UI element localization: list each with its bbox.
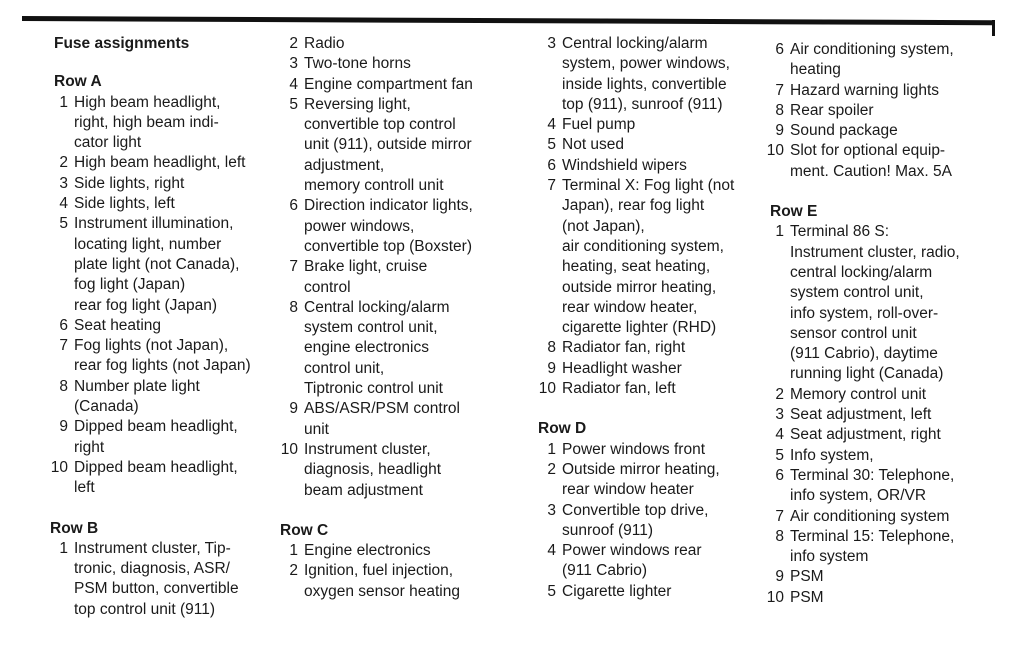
fuse-description-line: Instrument cluster, Tip- xyxy=(74,539,231,557)
column-3 xyxy=(536,34,766,602)
fuse-description-line: Windshield wipers xyxy=(562,156,687,174)
fuse-entry-a-9 xyxy=(48,417,276,458)
fuse-description-line: memory controll unit xyxy=(304,177,444,195)
fuse-description-line: Fog lights (not Japan), xyxy=(74,337,229,355)
fuse-description-line: right xyxy=(74,438,105,456)
fuse-entry-d-8 xyxy=(764,101,996,121)
fuse-description-line: cator light xyxy=(74,134,142,152)
row-e-heading: Row E xyxy=(770,203,818,221)
fuse-description-line: Info system, xyxy=(790,446,874,464)
fuse-description xyxy=(790,567,996,587)
fuse-number: 9 xyxy=(59,418,68,436)
fuse-description-line: Brake light, cruise xyxy=(304,258,428,276)
fuse-description-line: rear fog light (Japan) xyxy=(74,296,218,314)
fuse-description xyxy=(790,507,996,527)
fuse-number: 1 xyxy=(59,539,68,557)
fuse-entry-c-9 xyxy=(536,359,766,379)
fuse-entry-a-5 xyxy=(48,214,276,315)
fuse-description xyxy=(74,214,276,315)
fuse-entry-c-1 xyxy=(278,541,528,561)
fuse-number: 3 xyxy=(547,501,556,519)
row-a-heading: Row A xyxy=(54,73,102,91)
fuse-description-line: (911 Cabrio), daytime xyxy=(790,345,938,363)
fuse-description xyxy=(562,501,766,542)
fuse-entry-b-5 xyxy=(278,95,528,196)
fuse-description xyxy=(790,222,996,384)
fuse-description-line: heating xyxy=(790,61,841,79)
fuse-description-line: ment. Caution! Max. 5A xyxy=(790,162,952,180)
fuse-description-line: Engine electronics xyxy=(304,542,431,560)
fuse-description-line: left xyxy=(74,479,95,497)
fuse-description-line: diagnosis, headlight xyxy=(304,461,442,479)
fuse-description-line: Convertible top drive, xyxy=(562,501,709,519)
fuse-description xyxy=(562,359,766,379)
fuse-description xyxy=(562,541,766,582)
fuse-description-line: Two-tone horns xyxy=(304,55,411,73)
fuse-description xyxy=(562,135,766,155)
fuse-entry-e-1 xyxy=(764,222,996,384)
fuse-description-line: Instrument cluster, radio, xyxy=(790,243,960,261)
fuse-description xyxy=(562,115,766,135)
fuse-entry-b-7 xyxy=(278,257,528,298)
fuse-description-line: running light (Canada) xyxy=(790,365,944,383)
fuse-description-line: High beam headlight, xyxy=(74,93,221,111)
fuse-description-line: heating, seat heating, xyxy=(562,258,711,276)
fuse-number: 4 xyxy=(547,542,556,560)
row-d-heading: Row D xyxy=(538,420,587,438)
fuse-entry-d-6 xyxy=(764,40,996,81)
fuse-description-line: Number plate light xyxy=(74,377,200,395)
fuse-description-line: top (911), sunroof (911) xyxy=(562,95,723,113)
column-4 xyxy=(764,40,996,608)
fuse-description-line: outside mirror heating, xyxy=(562,278,717,296)
row-c-heading: Row C xyxy=(280,521,329,539)
fuse-entry-e-7 xyxy=(764,507,996,527)
fuse-entry-b-9 xyxy=(278,399,528,440)
fuse-number: 2 xyxy=(59,154,68,172)
fuse-description xyxy=(304,399,528,440)
fuse-number: 6 xyxy=(59,316,68,334)
fuse-number: 8 xyxy=(289,298,298,316)
fuse-number: 10 xyxy=(766,588,784,606)
fuse-description-line: fog light (Japan) xyxy=(74,276,186,294)
page-title: Fuse assignments xyxy=(54,35,190,52)
fuse-number: 6 xyxy=(289,197,298,215)
fuse-entry-e-5 xyxy=(764,446,996,466)
fuse-entry-a-6 xyxy=(48,316,276,336)
fuse-number: 3 xyxy=(775,406,784,424)
fuse-description xyxy=(74,377,276,418)
row-e-list xyxy=(764,222,996,608)
fuse-description-line: right, high beam indi- xyxy=(74,113,219,131)
fuse-description-line: Side lights, left xyxy=(74,195,175,213)
fuse-description-line: Air conditioning system xyxy=(790,507,950,525)
fuse-description xyxy=(74,316,276,336)
fuse-number: 2 xyxy=(547,460,556,478)
fuse-number: 2 xyxy=(775,385,784,403)
fuse-description-line: (911 Cabrio) xyxy=(562,562,648,580)
fuse-entry-e-10 xyxy=(764,588,996,608)
fuse-description-line: info system xyxy=(790,548,869,566)
fuse-description-line: Tiptronic control unit xyxy=(304,380,443,398)
fuse-description-line: plate light (not Canada), xyxy=(74,255,240,273)
fuse-description xyxy=(562,338,766,358)
fuse-number: 10 xyxy=(280,440,298,458)
fuse-entry-d-3 xyxy=(536,501,766,542)
fuse-entry-e-2 xyxy=(764,385,996,405)
fuse-description-line: Direction indicator lights, xyxy=(304,197,473,215)
fuse-description-line: High beam headlight, left xyxy=(74,154,246,172)
fuse-description-line: air conditioning system, xyxy=(562,237,724,255)
fuse-number: 9 xyxy=(775,122,784,140)
fuse-description-line: Instrument cluster, xyxy=(304,440,431,458)
row-d-list-cont xyxy=(764,40,996,182)
fuse-description-line: Radiator fan, right xyxy=(562,339,686,357)
fuse-description xyxy=(74,417,276,458)
fuse-number: 9 xyxy=(775,568,784,586)
fuse-description-line: Terminal X: Fog light (not xyxy=(562,177,735,195)
fuse-description-line: Memory control unit xyxy=(790,385,927,403)
fuse-number: 8 xyxy=(547,339,556,357)
fuse-number: 4 xyxy=(775,426,784,444)
fuse-description-line: Not used xyxy=(562,136,625,154)
fuse-entry-e-3 xyxy=(764,405,996,425)
fuse-description xyxy=(562,176,766,338)
fuse-description-line: engine electronics xyxy=(304,339,429,357)
fuse-description-line: system control unit, xyxy=(304,319,438,337)
fuse-description xyxy=(74,174,276,194)
fuse-entry-a-7 xyxy=(48,336,276,377)
fuse-description-line: inside lights, convertible xyxy=(562,75,727,93)
fuse-description-line: sunroof (911) xyxy=(562,521,654,539)
fuse-description-line: cigarette lighter (RHD) xyxy=(562,319,717,337)
fuse-description xyxy=(74,458,276,499)
fuse-number: 3 xyxy=(59,174,68,192)
row-c-list-cont xyxy=(536,34,766,399)
fuse-description xyxy=(790,588,996,608)
fuse-description-line: Seat heating xyxy=(74,316,162,334)
fuse-description-line: central locking/alarm xyxy=(790,263,933,281)
fuse-entry-a-10 xyxy=(48,458,276,499)
fuse-description xyxy=(74,336,276,377)
fuse-description xyxy=(790,40,996,81)
fuse-description-line: top control unit (911) xyxy=(74,600,216,618)
fuse-description-line: oxygen sensor heating xyxy=(304,582,460,600)
fuse-description xyxy=(304,34,528,54)
fuse-entry-d-7 xyxy=(764,81,996,101)
fuse-description-line: Terminal 86 S: xyxy=(790,223,890,241)
fuse-description-line: Radiator fan, left xyxy=(562,380,676,398)
fuse-description xyxy=(74,153,276,173)
fuse-entry-a-4 xyxy=(48,194,276,214)
fuse-description-line: PSM xyxy=(790,568,824,586)
fuse-description-line: tronic, diagnosis, ASR/ xyxy=(74,560,230,578)
fuse-entry-d-5 xyxy=(536,582,766,602)
fuse-number: 8 xyxy=(59,377,68,395)
fuse-entry-b-2 xyxy=(278,34,528,54)
fuse-number: 5 xyxy=(547,582,556,600)
fuse-number: 6 xyxy=(547,156,556,174)
corner-mark xyxy=(992,20,995,36)
fuse-description-line: Seat adjustment, left xyxy=(790,406,932,424)
fuse-description-line: sensor control unit xyxy=(790,324,917,342)
fuse-entry-a-8 xyxy=(48,377,276,418)
fuse-number: 5 xyxy=(547,136,556,154)
fuse-description-line: info system, roll-over- xyxy=(790,304,939,322)
fuse-number: 9 xyxy=(289,400,298,418)
fuse-entry-c-8 xyxy=(536,338,766,358)
row-b-list-cont xyxy=(278,34,528,501)
column-2 xyxy=(278,34,528,602)
top-rule xyxy=(22,16,992,25)
fuse-description xyxy=(562,379,766,399)
fuse-description-line: Dipped beam headlight, xyxy=(74,418,238,436)
fuse-description-line: Air conditioning system, xyxy=(790,41,954,58)
fuse-description xyxy=(562,34,766,115)
fuse-description-line: unit (911), outside mirror xyxy=(304,136,472,154)
fuse-entry-b-10 xyxy=(278,440,528,501)
fuse-entry-e-8 xyxy=(764,527,996,568)
row-a-list xyxy=(48,93,276,499)
fuse-description-line: adjustment, xyxy=(304,156,385,174)
fuse-entry-d-2 xyxy=(536,460,766,501)
fuse-description xyxy=(304,561,528,602)
fuse-description xyxy=(74,93,276,154)
fuse-entry-b-3 xyxy=(278,54,528,74)
fuse-entry-d-9 xyxy=(764,121,996,141)
fuse-description-line: rear window heater xyxy=(562,481,694,499)
fuse-description xyxy=(790,141,996,182)
fuse-description-line: Fuel pump xyxy=(562,116,636,134)
fuse-number: 4 xyxy=(59,195,68,213)
fuse-description-line: locating light, number xyxy=(74,235,222,253)
fuse-number: 1 xyxy=(547,440,556,458)
fuse-number: 5 xyxy=(775,446,784,464)
fuse-description-line: PSM button, convertible xyxy=(74,580,239,598)
fuse-number: 3 xyxy=(547,35,556,52)
fuse-description xyxy=(790,405,996,425)
fuse-entry-e-4 xyxy=(764,425,996,445)
fuse-entry-e-6 xyxy=(764,466,996,507)
fuse-description-line: Reversing light, xyxy=(304,95,411,113)
fuse-description xyxy=(304,196,528,257)
fuse-description-line: (Canada) xyxy=(74,398,139,416)
fuse-number: 5 xyxy=(289,95,298,113)
row-b-list xyxy=(48,539,276,620)
fuse-entry-a-1 xyxy=(48,93,276,154)
fuse-description xyxy=(304,95,528,196)
fuse-entry-d-10 xyxy=(764,141,996,182)
fuse-entry-c-10 xyxy=(536,379,766,399)
fuse-description-line: Ignition, fuel injection, xyxy=(304,562,454,580)
fuse-description xyxy=(562,440,766,460)
fuse-description-line: system control unit, xyxy=(790,284,924,302)
fuse-entry-a-2 xyxy=(48,153,276,173)
column-1 xyxy=(48,34,276,620)
fuse-description xyxy=(304,75,528,95)
fuse-description-line: PSM xyxy=(790,588,824,606)
fuse-description-line: Terminal 15: Telephone, xyxy=(790,527,955,545)
fuse-number: 10 xyxy=(50,458,68,476)
fuse-description-line: Slot for optional equip- xyxy=(790,142,946,160)
fuse-entry-c-2 xyxy=(278,561,528,602)
fuse-number: 1 xyxy=(59,93,68,111)
fuse-description xyxy=(790,385,996,405)
fuse-description-line: Japan), rear fog light xyxy=(562,197,705,215)
fuse-number: 7 xyxy=(775,81,784,99)
fuse-description-line: rear fog lights (not Japan) xyxy=(74,357,251,375)
fuse-number: 5 xyxy=(59,215,68,233)
fuse-description xyxy=(74,539,276,620)
fuse-number: 2 xyxy=(289,35,298,52)
fuse-description xyxy=(74,194,276,214)
fuse-description xyxy=(790,425,996,445)
fuse-description-line: Instrument illumination, xyxy=(74,215,234,233)
fuse-description-line: Side lights, right xyxy=(74,174,185,192)
row-b-heading: Row B xyxy=(50,519,99,537)
fuse-entry-a-3 xyxy=(48,174,276,194)
fuse-description-line: system, power windows, xyxy=(562,55,730,73)
fuse-description-line: Power windows rear xyxy=(562,542,702,560)
fuse-number: 2 xyxy=(289,562,298,580)
fuse-description xyxy=(790,81,996,101)
fuse-number: 7 xyxy=(289,258,298,276)
fuse-description-line: info system, OR/VR xyxy=(790,487,927,505)
fuse-description xyxy=(562,156,766,176)
fuse-description-line: power windows, xyxy=(304,217,415,235)
fuse-description-line: Radio xyxy=(304,35,345,52)
fuse-number: 7 xyxy=(775,507,784,525)
fuse-description-line: Central locking/alarm xyxy=(304,298,450,316)
fuse-number: 4 xyxy=(547,116,556,134)
fuse-description-line: control xyxy=(304,278,351,296)
fuse-number: 4 xyxy=(289,75,298,93)
fuse-number: 9 xyxy=(547,359,556,377)
fuse-description xyxy=(790,121,996,141)
fuse-description-line: ABS/ASR/PSM control xyxy=(304,400,460,418)
fuse-description xyxy=(790,527,996,568)
fuse-description-line: control unit, xyxy=(304,359,385,377)
fuse-entry-b-8 xyxy=(278,298,528,399)
fuse-number: 8 xyxy=(775,527,784,545)
fuse-description xyxy=(790,101,996,121)
fuse-description-line: unit xyxy=(304,420,329,438)
fuse-description-line: Outside mirror heating, xyxy=(562,460,720,478)
fuse-description xyxy=(304,298,528,399)
fuse-number: 1 xyxy=(289,542,298,560)
fuse-description-line: (not Japan), xyxy=(562,217,645,235)
fuse-entry-b-6 xyxy=(278,196,528,257)
fuse-description xyxy=(304,257,528,298)
fuse-description-line: Sound package xyxy=(790,122,898,140)
fuse-number: 6 xyxy=(775,466,784,484)
fuse-description xyxy=(304,541,528,561)
fuse-description xyxy=(790,446,996,466)
fuse-entry-c-4 xyxy=(536,115,766,135)
fuse-entry-c-3 xyxy=(536,34,766,115)
fuse-description-line: Central locking/alarm xyxy=(562,35,708,52)
fuse-number: 7 xyxy=(547,177,556,195)
fuse-description-line: Hazard warning lights xyxy=(790,81,940,99)
fuse-entry-d-1 xyxy=(536,440,766,460)
fuse-number: 3 xyxy=(289,55,298,73)
fuse-description-line: Seat adjustment, right xyxy=(790,426,941,444)
row-c-list xyxy=(278,541,528,602)
fuse-entry-d-4 xyxy=(536,541,766,582)
fuse-number: 7 xyxy=(59,337,68,355)
fuse-number: 8 xyxy=(775,101,784,119)
fuse-description-line: Engine compartment fan xyxy=(304,75,473,93)
fuse-number: 6 xyxy=(775,41,784,58)
fuse-number: 10 xyxy=(538,380,556,398)
fuse-description xyxy=(304,440,528,501)
fuse-description-line: Dipped beam headlight, xyxy=(74,458,238,476)
fuse-number: 10 xyxy=(766,142,784,160)
fuse-description xyxy=(304,54,528,74)
fuse-description-line: Terminal 30: Telephone, xyxy=(790,466,955,484)
row-d-list xyxy=(536,440,766,602)
fuse-description-line: Power windows front xyxy=(562,440,706,458)
fuse-entry-b-1 xyxy=(48,539,276,620)
fuse-entry-c-5 xyxy=(536,135,766,155)
fuse-description-line: beam adjustment xyxy=(304,481,423,499)
fuse-entry-c-6 xyxy=(536,156,766,176)
fuse-description-line: convertible top control xyxy=(304,116,456,134)
fuse-description xyxy=(562,460,766,501)
fuse-description xyxy=(790,466,996,507)
fuse-description-line: Headlight washer xyxy=(562,359,682,377)
fuse-description-line: Cigarette lighter xyxy=(562,582,672,600)
fuse-entry-e-9 xyxy=(764,567,996,587)
fuse-description xyxy=(562,582,766,602)
fuse-number: 1 xyxy=(775,223,784,241)
fuse-entry-b-4 xyxy=(278,75,528,95)
fuse-description-line: rear window heater, xyxy=(562,298,698,316)
fuse-description-line: convertible top (Boxster) xyxy=(304,237,472,255)
fuse-description-line: Rear spoiler xyxy=(790,101,874,119)
fuse-entry-c-7 xyxy=(536,176,766,338)
